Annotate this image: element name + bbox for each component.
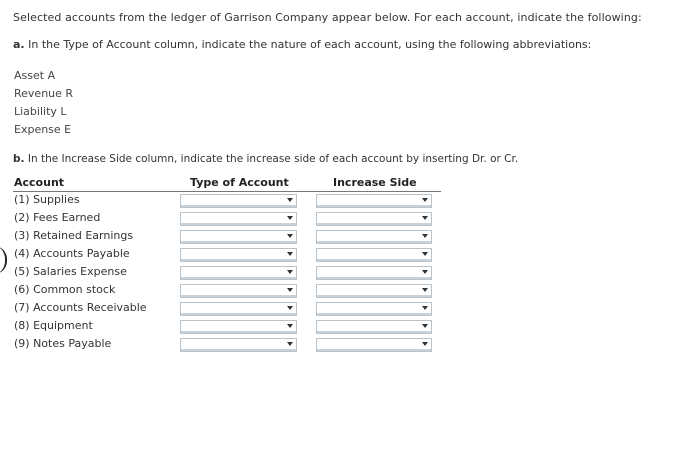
increase-side-select-2[interactable] [316, 212, 432, 226]
dropdown-arrow-icon [287, 252, 293, 256]
type-of-account-select-1[interactable] [180, 194, 297, 208]
increase-side-select-6[interactable] [316, 284, 432, 298]
abbreviation-expense: Expense E [14, 123, 72, 136]
part-b-text: In the Increase Side column, indicate the increase side of each account by inserting Dr. or Cr. [27, 153, 519, 165]
dropdown-arrow-icon [422, 288, 428, 292]
type-of-account-select-6[interactable] [180, 284, 297, 298]
intro-text: Selected accounts from the ledger of Garrison Company appear below. For each account, indicate the following: [13, 11, 642, 24]
cursor-bracket-marker [0, 246, 7, 274]
part-b-label: b. [13, 153, 25, 165]
type-of-account-select-4[interactable] [180, 248, 297, 262]
dropdown-arrow-icon [422, 216, 428, 220]
dropdown-arrow-icon [422, 198, 428, 202]
dropdown-arrow-icon [287, 288, 293, 292]
account-label-salaries-expense: (5) Salaries Expense [14, 265, 127, 278]
dropdown-arrow-icon [287, 216, 293, 220]
account-label-accounts-payable: (4) Accounts Payable [14, 247, 130, 260]
abbreviation-liability: Liability L [14, 105, 67, 118]
increase-side-select-7[interactable] [316, 302, 432, 316]
increase-side-select-9[interactable] [316, 338, 432, 352]
dropdown-arrow-icon [287, 198, 293, 202]
type-of-account-select-9[interactable] [180, 338, 297, 352]
increase-side-select-3[interactable] [316, 230, 432, 244]
dropdown-arrow-icon [287, 270, 293, 274]
dropdown-arrow-icon [287, 342, 293, 346]
account-label-common-stock: (6) Common stock [14, 283, 116, 296]
dropdown-arrow-icon [287, 324, 293, 328]
dropdown-arrow-icon [422, 234, 428, 238]
dropdown-arrow-icon [422, 270, 428, 274]
type-of-account-select-5[interactable] [180, 266, 297, 280]
header-account: Account [14, 176, 65, 189]
dropdown-arrow-icon [287, 306, 293, 310]
header-type-of-account: Type of Account [190, 176, 289, 189]
account-label-equipment: (8) Equipment [14, 319, 93, 332]
dropdown-arrow-icon [422, 342, 428, 346]
account-label-supplies: (1) Supplies [14, 193, 80, 206]
increase-side-select-1[interactable] [316, 194, 432, 208]
abbreviation-revenue: Revenue R [14, 87, 74, 100]
increase-side-select-8[interactable] [316, 320, 432, 334]
dropdown-arrow-icon [422, 324, 428, 328]
dropdown-arrow-icon [422, 252, 428, 256]
dropdown-arrow-icon [287, 234, 293, 238]
increase-side-select-4[interactable] [316, 248, 432, 262]
type-of-account-select-8[interactable] [180, 320, 297, 334]
part-a-text: In the Type of Account column, indicate the nature of each account, using the following abbreviations: [28, 38, 592, 51]
increase-side-select-5[interactable] [316, 266, 432, 280]
account-label-fees-earned: (2) Fees Earned [14, 211, 101, 224]
dropdown-arrow-icon [422, 306, 428, 310]
header-divider [13, 191, 441, 192]
part-a-label: a. [13, 38, 25, 51]
account-label-retained-earnings: (3) Retained Earnings [14, 229, 134, 242]
header-increase-side: Increase Side [333, 176, 417, 189]
part-a-instruction [13, 38, 591, 51]
account-label-accounts-receivable: (7) Accounts Receivable [14, 301, 147, 314]
account-label-notes-payable: (9) Notes Payable [14, 337, 112, 350]
part-b-instruction [13, 153, 518, 165]
type-of-account-select-3[interactable] [180, 230, 297, 244]
type-of-account-select-2[interactable] [180, 212, 297, 226]
abbreviation-asset: Asset A [14, 69, 56, 82]
type-of-account-select-7[interactable] [180, 302, 297, 316]
